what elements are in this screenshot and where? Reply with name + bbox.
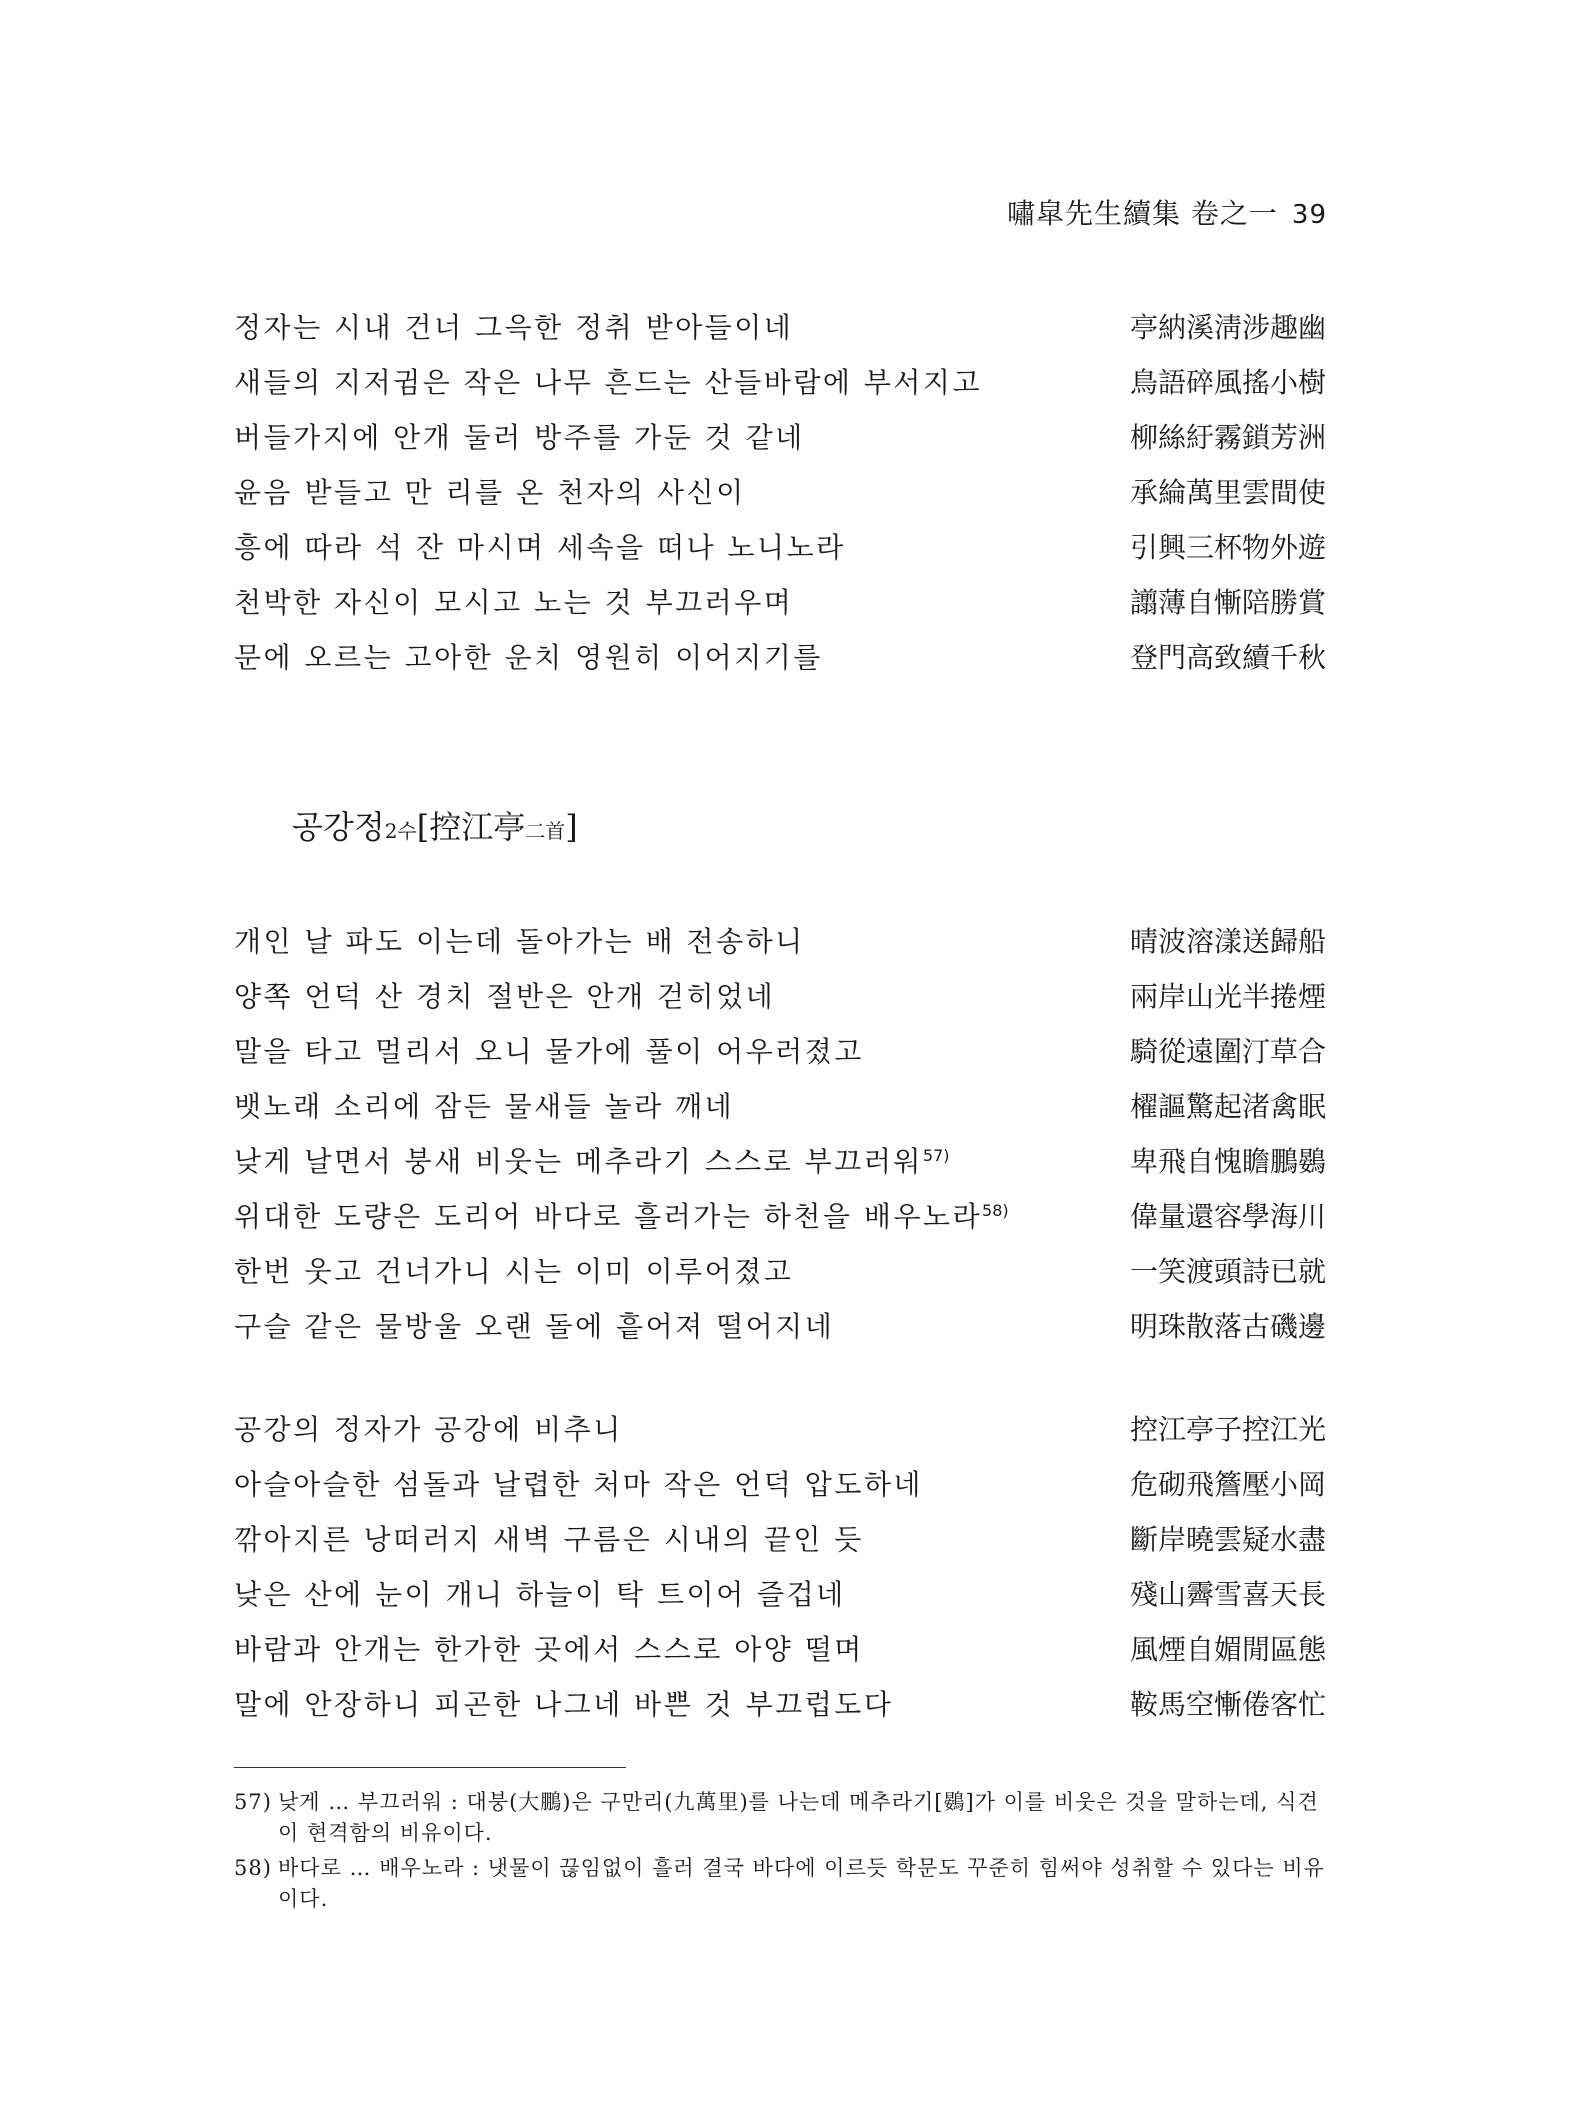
korean-translation — [234, 1628, 864, 1668]
korean-text: 말에 안장하니 피곤한 나그네 바쁜 것 부끄럽도다 — [234, 1688, 894, 1721]
poem-line — [234, 361, 1326, 416]
korean-translation — [234, 306, 793, 346]
korean-translation — [234, 471, 746, 511]
classical-chinese-text: 鳥語碎風搖小樹 — [1129, 366, 1326, 399]
korean-text: 천박한 자신이 모시고 노는 것 부끄러우며 — [234, 586, 794, 619]
poem-line — [234, 1305, 1326, 1360]
poem-line — [234, 920, 1326, 975]
korean-text: 정자는 시내 건너 그윽한 정취 받아들이네 — [234, 311, 794, 344]
classical-chinese-text: 登門高致續千秋 — [1129, 641, 1326, 674]
footnote-marker: 57) — [922, 1146, 950, 1165]
classical-chinese-text: 譾薄自慚陪勝賞 — [1129, 586, 1326, 619]
korean-text: 한번 웃고 건너가니 시는 이미 이루어졌고 — [234, 1255, 794, 1288]
poem-line — [234, 1463, 1326, 1518]
footnote-text: 낮게 … 부끄러워 : 대붕(大鵬)은 구만리(九萬里)를 나는데 메추라기[鷃]가 이를 비웃은 것을 말하는데, 식견이 현격함의 비유이다. — [278, 1790, 1319, 1845]
korean-text: 양쪽 언덕 산 경치 절반은 안개 걷히었네 — [234, 980, 776, 1013]
section-title-close: ] — [565, 808, 578, 846]
classical-chinese-text: 偉量還容學海川 — [1129, 1200, 1326, 1233]
classical-chinese-text: 騎從遠圍汀草合 — [1129, 1035, 1326, 1068]
footnote-divider — [234, 1767, 626, 1768]
korean-translation — [234, 1518, 864, 1558]
classical-chinese-text: 風煙自媚閒區態 — [1129, 1633, 1326, 1666]
korean-translation — [234, 1305, 834, 1345]
korean-translation — [234, 1085, 734, 1125]
footnote — [234, 1853, 1334, 1915]
korean-text: 새들의 지저귐은 작은 나무 흔드는 산들바람에 부서지고 — [234, 366, 983, 399]
running-head — [1007, 192, 1327, 232]
korean-translation — [234, 1463, 923, 1503]
classical-chinese-text: 斷岸曉雲疑水盡 — [1129, 1523, 1326, 1556]
korean-translation — [234, 581, 793, 621]
section-title-ko: 공강정 — [292, 808, 385, 846]
korean-translation — [234, 1250, 793, 1290]
classical-chinese-text: 晴波溶漾送歸船 — [1129, 925, 1326, 958]
korean-translation — [234, 1408, 623, 1448]
korean-text: 낮은 산에 눈이 개니 하늘이 탁 트이어 즐겁네 — [234, 1578, 846, 1611]
korean-text: 버들가지에 안개 둘러 방주를 가둔 것 같네 — [234, 421, 805, 454]
korean-text: 흥에 따라 석 잔 마시며 세속을 떠나 노니노라 — [234, 531, 846, 564]
classical-chinese-text: 引興三杯物外遊 — [1129, 531, 1326, 564]
classical-chinese-text: 明珠散落古磯邊 — [1129, 1310, 1326, 1343]
korean-translation — [234, 975, 775, 1015]
poem-line — [234, 526, 1326, 581]
korean-translation — [234, 1683, 893, 1723]
classical-chinese-text: 櫂謳驚起渚禽眠 — [1129, 1090, 1326, 1123]
poem-line — [234, 1140, 1326, 1195]
korean-text: 구슬 같은 물방울 오랜 돌에 흩어져 떨어지네 — [234, 1310, 835, 1343]
korean-translation — [234, 526, 846, 566]
poem-line — [234, 975, 1326, 1030]
poem-line — [234, 1250, 1326, 1305]
korean-translation — [234, 361, 982, 401]
poem-line — [234, 1683, 1326, 1738]
running-title: 嘯皐先生續集 卷之一 — [1007, 197, 1278, 230]
section-title-zh: [控江亭 — [416, 808, 526, 846]
korean-translation — [234, 1195, 1009, 1235]
poem-2 — [234, 920, 1326, 1360]
korean-translation — [234, 920, 805, 960]
footnote-number: 58) — [234, 1856, 272, 1880]
korean-text: 문에 오르는 고아한 운치 영원히 이어지기를 — [234, 641, 823, 674]
poem-1 — [234, 306, 1326, 691]
korean-text: 말을 타고 멀리서 오니 물가에 풀이 어우러졌고 — [234, 1035, 864, 1068]
footnote-marker: 58) — [982, 1201, 1009, 1220]
poem-line — [234, 306, 1326, 361]
poem-line — [234, 471, 1326, 526]
classical-chinese-text: 兩岸山光半捲煙 — [1129, 980, 1326, 1013]
korean-text: 아슬아슬한 섬돌과 날렵한 처마 작은 언덕 압도하네 — [234, 1468, 923, 1501]
classical-chinese-text: 鞍馬空慚倦客忙 — [1129, 1688, 1326, 1721]
poem-line — [234, 416, 1326, 471]
korean-translation — [234, 636, 823, 676]
page-number: 39 — [1291, 200, 1327, 230]
footnote — [234, 1787, 1334, 1849]
section-count-zh: 二首 — [525, 819, 566, 843]
poem-line — [234, 1573, 1326, 1628]
korean-translation — [234, 1140, 950, 1180]
poem-line — [234, 1195, 1326, 1250]
classical-chinese-text: 亭納溪淸涉趣幽 — [1129, 311, 1326, 344]
poem-line — [234, 1628, 1326, 1683]
korean-text: 위대한 도량은 도리어 바다로 흘러가는 하천을 배우노라 — [234, 1200, 983, 1233]
classical-chinese-text: 危砌飛簷壓小岡 — [1129, 1468, 1326, 1501]
korean-translation — [234, 416, 805, 456]
poem-3 — [234, 1408, 1326, 1738]
korean-text: 깎아지른 낭떠러지 새벽 구름은 시내의 끝인 듯 — [234, 1523, 864, 1556]
poem-line — [234, 636, 1326, 691]
classical-chinese-text: 控江亭子控江光 — [1129, 1413, 1326, 1446]
korean-text: 공강의 정자가 공강에 비추니 — [234, 1413, 623, 1446]
korean-translation — [234, 1030, 864, 1070]
classical-chinese-text: 卑飛自愧瞻鵬鷃 — [1129, 1145, 1326, 1178]
korean-translation — [234, 1573, 846, 1613]
section-title — [292, 802, 578, 848]
classical-chinese-text: 一笑渡頭詩已就 — [1129, 1255, 1326, 1288]
classical-chinese-text: 承綸萬里雲間使 — [1129, 476, 1326, 509]
footnote-number: 57) — [234, 1790, 272, 1814]
poem-line — [234, 1030, 1326, 1085]
korean-text: 낮게 날면서 붕새 비웃는 메추라기 스스로 부끄러워 — [234, 1145, 923, 1178]
korean-text: 바람과 안개는 한가한 곳에서 스스로 아양 떨며 — [234, 1633, 864, 1666]
section-count: 2수 — [384, 819, 417, 843]
classical-chinese-text: 殘山霽雪喜天長 — [1129, 1578, 1326, 1611]
poem-line — [234, 1085, 1326, 1140]
poem-line — [234, 1408, 1326, 1463]
poem-line — [234, 581, 1326, 636]
footnotes — [234, 1787, 1334, 1919]
poem-line — [234, 1518, 1326, 1573]
korean-text: 윤음 받들고 만 리를 온 천자의 사신이 — [234, 476, 746, 509]
classical-chinese-text: 柳絲紆霧鎖芳洲 — [1129, 421, 1326, 454]
korean-text: 개인 날 파도 이는데 돌아가는 배 전송하니 — [234, 925, 805, 958]
footnote-text: 바다로 … 배우노라 : 냇물이 끊임없이 흘러 결국 바다에 이르듯 학문도 꾸준히 힘써야 성취할 수 있다는 비유이다. — [278, 1856, 1325, 1911]
korean-text: 뱃노래 소리에 잠든 물새들 놀라 깨네 — [234, 1090, 735, 1123]
